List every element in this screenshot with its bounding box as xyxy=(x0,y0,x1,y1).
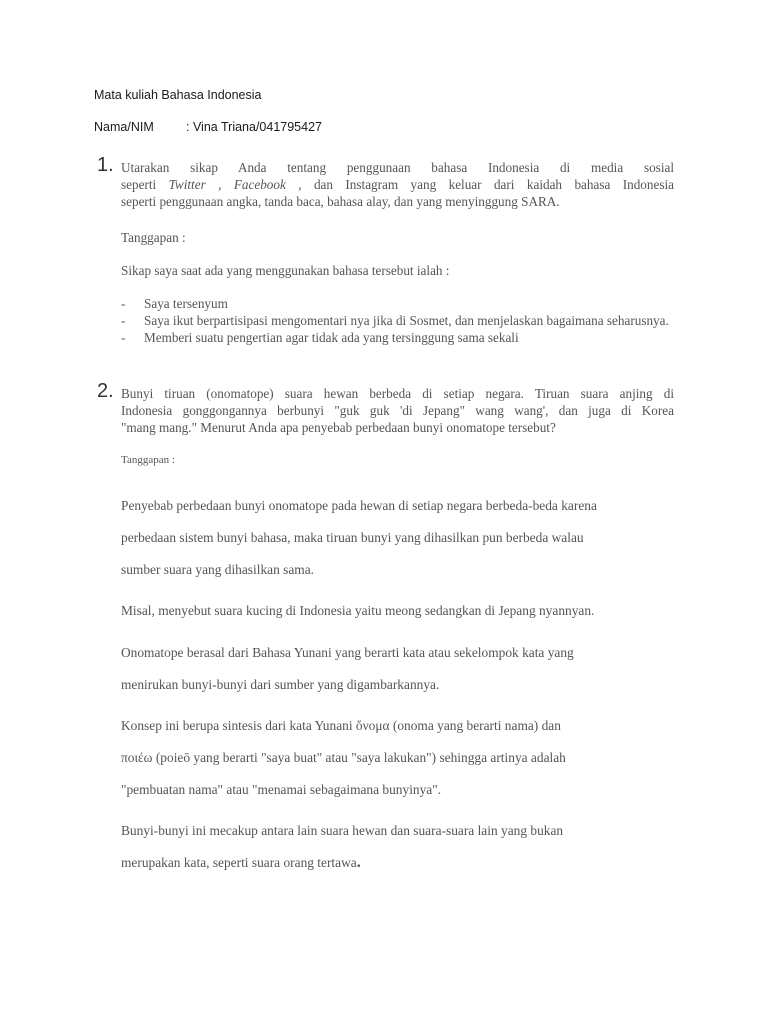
student-value: : Vina Triana/041795427 xyxy=(186,120,322,134)
line-prefix: seperti xyxy=(121,177,169,192)
question-1-number: 1. xyxy=(97,154,114,176)
student-info xyxy=(94,120,322,134)
separator: , xyxy=(205,177,234,192)
answer-line: perbedaan sistem bunyi bahasa, maka tiruan bunyi yang dihasilkan pun berbeda walau xyxy=(121,530,584,545)
course-title: Mata kuliah Bahasa Indonesia xyxy=(94,88,262,102)
bullet-text: Saya tersenyum xyxy=(144,296,228,311)
bullet-dash: - xyxy=(121,330,126,345)
question-1-text xyxy=(121,159,674,210)
list-item xyxy=(121,329,674,346)
answer-line: Misal, menyebut suara kucing di Indonesia yaitu meong sedangkan di Jepang nyannyan. xyxy=(121,603,595,618)
question-2-text xyxy=(121,385,674,436)
list-item xyxy=(121,295,674,312)
answer-paragraph-3 xyxy=(121,637,681,701)
question-2-line-2: Indonesia gonggongannya berbunyi "guk guk 'di Jepang" wang wang', dan juga di Korea xyxy=(121,403,674,418)
question-2-number: 2. xyxy=(97,380,114,402)
question-1-response-label: Tanggapan : xyxy=(121,230,186,245)
answer-line: ποιέω (poieō yang berarti "saya buat" atau "saya lakukan") sehingga artinya adalah xyxy=(121,750,566,765)
question-1-line-2 xyxy=(121,176,674,193)
answer-line: Onomatope berasal dari Bahasa Yunani yang berarti kata atau sekelompok kata yang xyxy=(121,645,574,660)
answer-line: Bunyi-bunyi ini mecakup antara lain suara hewan dan suara-suara lain yang bukan xyxy=(121,823,564,838)
answer-line xyxy=(121,847,681,879)
answer-period: . xyxy=(356,854,361,871)
list-item xyxy=(121,312,674,329)
student-label: Nama/NIM xyxy=(94,120,154,134)
bullet-text: Saya ikut berpartisipasi mengomentari nya jika di Sosmet, dan menjelaskan bagaimana seharusnya. xyxy=(144,313,669,328)
facebook-term: Facebook xyxy=(233,177,286,192)
answer-line: "pembuatan nama" atau "menamai sebagaimana bunyinya". xyxy=(121,782,442,797)
question-1-response-intro: Sikap saya saat ada yang menggunakan bahasa tersebut ialah : xyxy=(121,263,450,278)
question-1-line-1: Utarakan sikap Anda tentang penggunaan bahasa Indonesia di media sosial xyxy=(121,160,674,175)
line-suffix: , dan Instagram yang keluar dari kaidah bahasa Indonesia xyxy=(285,177,675,192)
answer-paragraph-2 xyxy=(121,595,681,627)
question-1-line-3: seperti penggunaan angka, tanda baca, bahasa alay, dan yang menyinggung SARA. xyxy=(121,194,560,209)
answer-paragraph-4 xyxy=(121,710,681,806)
bullet-dash: - xyxy=(121,313,126,328)
question-1-bullet-list xyxy=(121,295,674,346)
answer-paragraph-5 xyxy=(121,815,681,879)
question-2-line-1: Bunyi tiruan (onomatope) suara hewan berbeda di setiap negara. Tiruan suara anjing di xyxy=(121,386,674,401)
question-2-line-3: "mang mang." Menurut Anda apa penyebab perbedaan bunyi onomatope tersebut? xyxy=(121,420,556,435)
answer-line: Penyebab perbedaan bunyi onomatope pada hewan di setiap negara berbeda-beda karena xyxy=(121,498,597,513)
question-2-response-label: Tanggapan : xyxy=(121,454,175,466)
answer-line: Konsep ini berupa sintesis dari kata Yunani ὄνομα (onoma yang berarti nama) dan xyxy=(121,718,561,733)
bullet-dash: - xyxy=(121,296,126,311)
answer-last-text: merupakan kata, seperti suara orang tertawa xyxy=(121,855,357,870)
answer-line: menirukan bunyi-bunyi dari sumber yang digambarkannya. xyxy=(121,677,440,692)
bullet-text: Memberi suatu pengertian agar tidak ada yang tersinggung sama sekali xyxy=(144,330,519,345)
answer-line: sumber suara yang dihasilkan sama. xyxy=(121,562,314,577)
question-2-answer xyxy=(121,490,681,586)
twitter-term: Twitter xyxy=(168,177,206,192)
